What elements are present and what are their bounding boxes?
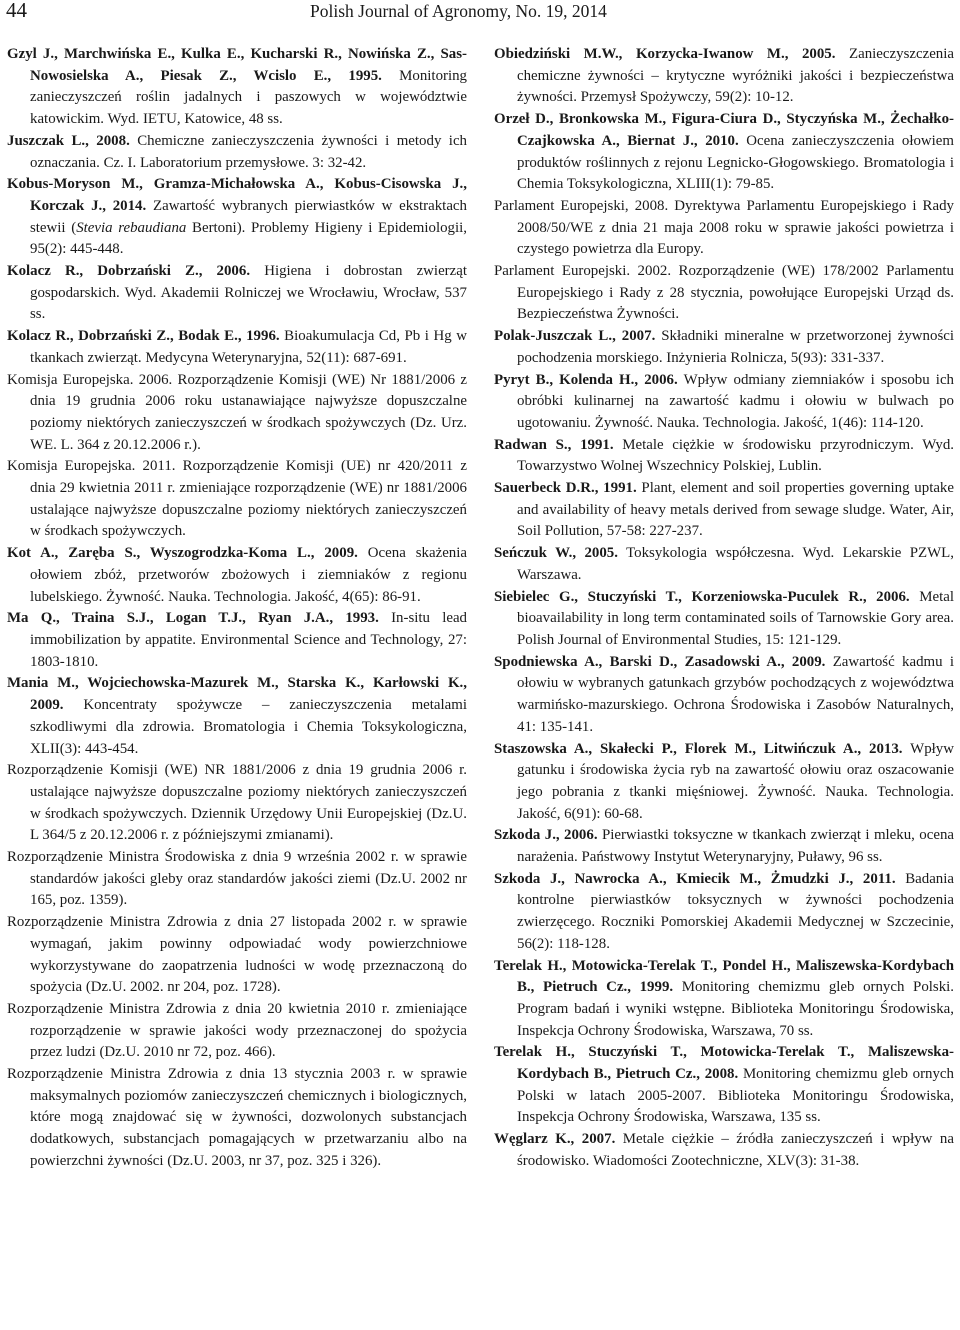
- reference-entry: [7, 673, 467, 760]
- reference-entry: [7, 543, 467, 608]
- page-number: 44: [6, 0, 27, 22]
- reference-text: Metal bioavailability in long term contaminated soils of Tarnowskie Gory area. Polish Journal of Environmental Studies, 15: 121-129.: [517, 588, 954, 648]
- reference-entry: [494, 1129, 954, 1172]
- reference-entry: [494, 739, 954, 826]
- reference-text: Bioakumulacja Cd, Pb i Hg w tkankach zwierząt. Medycyna Weterynaryjna, 52(11): 687-691.: [30, 328, 467, 366]
- reference-entry: [7, 370, 467, 457]
- reference-authors: Gzyl J., Marchwińska E., Kulka E., Kucharski R., Nowińska Z., Sas-Nowosielska A., Piesak Z., Wcislo E., 1995.: [7, 46, 467, 84]
- reference-text: Metale ciężkie – źródła zanieczyszczeń i wpływ na środowisko. Wiadomości Zootechniczne, XLV(3): 31-38.: [517, 1131, 954, 1169]
- reference-authors: Ma Q., Traina S.J., Logan T.J., Ryan J.A., 1993.: [7, 610, 379, 627]
- reference-authors: Obiedziński M.W., Korzycka-Iwanow M., 2005.: [494, 46, 836, 62]
- reference-text: Zawartość wybranych pierwiastków w ekstraktach stewii (: [30, 197, 467, 236]
- reference-entry: [7, 608, 467, 673]
- reference-text: Składniki mineralne w przetworzonej żywności pochodzenia morskiego. Inżynieria Rolnicza, 5(93): 331-337.: [517, 328, 954, 366]
- reference-text: Wpływ odmiany ziemniaków i sposobu ich obróbki kulinarnej na zawartość kadmu i ołowiu w bulwach po ugotowaniu. Żywność. Nauka. Technologia. Jakość, 1(46): 114-120.: [517, 371, 955, 431]
- reference-text: Plant, element and soil properties governing uptake and availability of heavy metals derived from sewage sludge. Water, Air, Soil Pollution, 57-58: 227-237.: [517, 480, 954, 540]
- reference-entry: [494, 326, 954, 369]
- references-right-column: [494, 44, 954, 1173]
- reference-text: Koncentraty spożywcze – zanieczyszczenia metalami szkodliwymi dla zdrowia. Bromatologia i Chemia Toksykologiczna, XLII(3): 443-454.: [30, 697, 467, 757]
- reference-entry: [7, 1064, 467, 1173]
- reference-text: In-situ lead immobilization by appatite. Environmental Science and Technology, 27: 1803-1810.: [30, 610, 468, 670]
- reference-text-continued: Bertoni). Problemy Higieny i Epidemiologii, 95(2): 445-448.: [30, 219, 467, 258]
- reference-entry: [494, 652, 954, 739]
- reference-entry: [7, 174, 467, 261]
- references-left-column: [7, 44, 467, 1173]
- reference-text: Higiena i dobrostan zwierząt gospodarskich. Wyd. Akademii Rolniczej we Wrocławiu, Wrocław, 537 ss.: [30, 263, 467, 323]
- reference-authors: Mania M., Wojciechowska-Mazurek M., Starska K., Karłowski K., 2009.: [7, 675, 467, 714]
- reference-authors: Szkoda J., 2006.: [494, 827, 598, 844]
- reference-text: Komisja Europejska. 2011. Rozporządzenie Komisji (UE) nr 420/2011 z dnia 29 kwietnia 2011 r. zmieniające rozporządzenie (WE) nr 1881/2006 ustalające najwyższe dopuszczalne poziomy niektórych zanieczyszczeń w środkach spożywczych.: [7, 458, 467, 540]
- journal-title: Polish Journal of Agronomy, No. 19, 2014: [310, 1, 607, 21]
- reference-text: Chemiczne zanieczyszczenia żywności i metody ich oznaczania. Cz. I. Laboratorium przemysłowe. 3: 32-42.: [30, 132, 468, 171]
- reference-text: Rozporządzenie Ministra Zdrowia z dnia 20 kwietnia 2010 r. zmieniające rozporządzenie w sprawie jakości wody przeznaczonej do spożycia przez ludzi (Dz.U. 2010 nr 72, poz. 466).: [7, 1000, 467, 1061]
- reference-text: Parlament Europejski, 2008. Dyrektywa Parlamentu Europejskiego i Rady 2008/50/WE z dnia 21 maja 2008 roku w sprawie jakości powietrza i czystego powietrza dla Europy.: [494, 197, 954, 258]
- reference-text: Ocena skażenia ołowiem zbóż, przetworów zbożowych i ziemniaków z regionu lubelskiego. Żywność. Nauka. Technologia. Jakość, 4(65): 86-91.: [30, 545, 468, 605]
- reference-authors: Seńczuk W., 2005.: [494, 545, 618, 562]
- reference-entry: [494, 370, 954, 435]
- reference-authors: Kobus-Moryson M., Gramza-Michałowska A., Kobus-Cisowska J., Korczak J., 2014.: [7, 176, 467, 214]
- reference-authors: Sauerbeck D.R., 1991.: [494, 480, 637, 497]
- reference-authors: Pyryt B., Kolenda H., 2006.: [494, 371, 678, 388]
- reference-text: Badania kontrolne pierwiastków toksycznych w żywności pochodzenia zwierzęcego. Roczniki Pomorskiej Akademii Medycznej w Szczecinie, 56(2): 118-128.: [517, 870, 954, 952]
- reference-entry: [494, 109, 954, 196]
- reference-entry: [494, 261, 954, 326]
- reference-text: Wpływ gatunku i środowiska życia ryb na zawartość ołowiu oraz oszacowanie jego pobrania z tkanki mięśniowej. Żywność. Nauka. Technologia. Jakość, 6(91): 60-68.: [517, 740, 954, 822]
- reference-text: Komisja Europejska. 2006. Rozporządzenie Komisji (WE) Nr 1881/2006 z dnia 19 grudnia 2006 roku ustanawiające najwyższe dopuszczalne poziomy niektórych zanieczyszczeń w środkach spożywczych (Dz. Urz. WE. L. 364 z 20.12.2006 r.).: [7, 371, 467, 453]
- reference-entry: [494, 587, 954, 652]
- reference-authors: Węglarz K., 2007.: [494, 1131, 616, 1148]
- reference-entry: [494, 435, 954, 478]
- reference-entry: [7, 261, 467, 326]
- reference-authors: Radwan S., 1991.: [494, 436, 614, 453]
- reference-text: Monitoring zanieczyszczeń roślin jadalnych i paszowych w województwie katowickim. Wyd. IETU, Katowice, 48 ss.: [30, 67, 468, 128]
- reference-entry: [7, 456, 467, 543]
- reference-entry: [494, 478, 954, 543]
- reference-entry: [494, 956, 954, 1043]
- reference-text: Zawartość kadmu i ołowiu w wybranych gatunkach grzybów pochodzących z województwa warmińsko-mazurskiego. Ochrona Środowiska i Zasobów Naturalnych, 41: 135-141.: [517, 653, 954, 735]
- reference-entry: [494, 1042, 954, 1129]
- reference-entry: [7, 847, 467, 912]
- reference-authors: Siebielec G., Stuczyński T., Korzeniowska-Puculek R., 2006.: [494, 588, 910, 605]
- reference-authors: Spodniewska A., Barski D., Zasadowski A., 2009.: [494, 653, 826, 670]
- reference-entry: [494, 44, 954, 109]
- reference-text: Parlament Europejski. 2002. Rozporządzenie (WE) 178/2002 Parlamentu Europejskiego i Rady z 28 stycznia, powołujące Europejski Urząd ds. Bezpieczeństwa Żywności.: [494, 263, 954, 323]
- reference-entry: [7, 326, 467, 369]
- reference-text: Monitoring chemizmu gleb ornych Polski w latach 2005-2007. Biblioteka Monitoringu Środowiska, Inspekcja Ochrony Środowiska, Warszawa, 135 ss.: [517, 1066, 954, 1126]
- reference-authors: Staszowska A., Skałecki P., Florek M., Litwińczuk A., 2013.: [494, 740, 903, 757]
- reference-entry: [7, 760, 467, 847]
- reference-authors: Polak-Juszczak L., 2007.: [494, 328, 656, 345]
- reference-text: Zanieczyszczenia chemiczne żywności – krytyczne wyróżniki jakości i bezpieczeństwa żywności. Przemysł Spożywczy, 59(2): 10-12.: [517, 46, 954, 106]
- reference-text: Toksykologia współczesna. Wyd. Lekarskie PZWL, Warszawa.: [517, 545, 954, 583]
- reference-text: Monitoring chemizmu gleb ornych Polski. Program badań i wyniki wstępne. Biblioteka Monitoringu Środowiska, Inspekcja Ochrony Środowiska, Warszawa, 70 ss.: [517, 979, 954, 1039]
- reference-text: Rozporządzenie Ministra Zdrowia z dnia 27 listopada 2002 r. w sprawie wymagań, jakim powinny odpowiadać wody powierzchniowe wykorzystywane do zaopatrzenia ludności w wodę przeznaczoną do spożycia (Dz.U. 2002. nr 204, poz. 1728).: [7, 914, 467, 996]
- reference-entry: [494, 543, 954, 586]
- reference-entry: [7, 44, 467, 131]
- reference-entry: [7, 912, 467, 999]
- reference-species-name: Stevia rebaudiana: [76, 219, 187, 236]
- reference-text: Rozporządzenie Komisji (WE) NR 1881/2006 z dnia 19 grudnia 2006 r. ustalające najwyższe dopuszczalne poziomy niektórych zanieczyszczeń w środkach spożywczych. Dziennik Urzędowy Unii Europejskiej (Dz.U. L 364/5 z 20.12.2006 r. z późniejszymi zmianami).: [7, 762, 467, 844]
- reference-text: Ocena zanieczyszczenia ołowiem produktów roślinnych z rejonu Legnicko-Głogowskiego. Bromatologia i Chemia Toksykologiczna, XLIII(1): 79-85.: [517, 132, 954, 193]
- reference-text: Pierwiastki toksyczne w tkankach zwierząt i mleku, ocena narażenia. Państwowy Instytut Weterynaryjny, Puławy, 96 ss.: [517, 827, 955, 866]
- reference-entry: [7, 999, 467, 1064]
- reference-authors: Terelak H., Motowicka-Terelak T., Pondel H., Maliszewska-Kordybach B., Pietruch Cz., 1999.: [494, 957, 954, 996]
- reference-entry: [494, 869, 954, 956]
- reference-authors: Kolacz R., Dobrzański Z., 2006.: [7, 263, 251, 280]
- reference-entry: [7, 131, 467, 174]
- reference-text: Rozporządzenie Ministra Zdrowia z dnia 13 stycznia 2003 r. w sprawie maksymalnych poziomów zanieczyszczeń chemicznych i biologicznych, które mogą znajdować się w żywności, dozwolonych substancjach dodatkowych, substancjach pomagających w przetwarzaniu albo na powierzchni żywności (Dz.U. 2003, nr 37, poz. 325 i 326).: [7, 1066, 467, 1169]
- reference-authors: Terelak H., Stuczyński T., Motowicka-Terelak T., Maliszewska-Kordybach B., Pietruch Cz., 2008.: [494, 1044, 954, 1083]
- reference-authors: Kolacz R., Dobrzański Z., Bodak E., 1996.: [7, 328, 280, 345]
- reference-authors: Kot A., Zaręba S., Wyszogrodzka-Koma L., 2009.: [7, 545, 358, 562]
- reference-entry: [494, 196, 954, 261]
- reference-authors: Juszczak L., 2008.: [7, 132, 130, 149]
- page-header: [0, 0, 960, 30]
- reference-text: Rozporządzenie Ministra Środowiska z dnia 9 września 2002 r. w sprawie standardów jakości gleby oraz standardów jakości ziemi (Dz.U. 2002 nr 165, poz. 1359).: [7, 849, 467, 909]
- reference-text: Metale ciężkie w środowisku przyrodniczym. Wyd. Towarzystwo Wolnej Wszechnicy Polskiej, Lublin.: [517, 436, 954, 475]
- reference-entry: [494, 825, 954, 868]
- reference-authors: Orzeł D., Bronkowska M., Figura-Ciura D., Styczyńska M., Żechałko-Czajkowska A., Biernat J., 2010.: [494, 111, 954, 149]
- reference-authors: Szkoda J., Nawrocka A., Kmiecik M., Żmudzki J., 2011.: [494, 870, 896, 887]
